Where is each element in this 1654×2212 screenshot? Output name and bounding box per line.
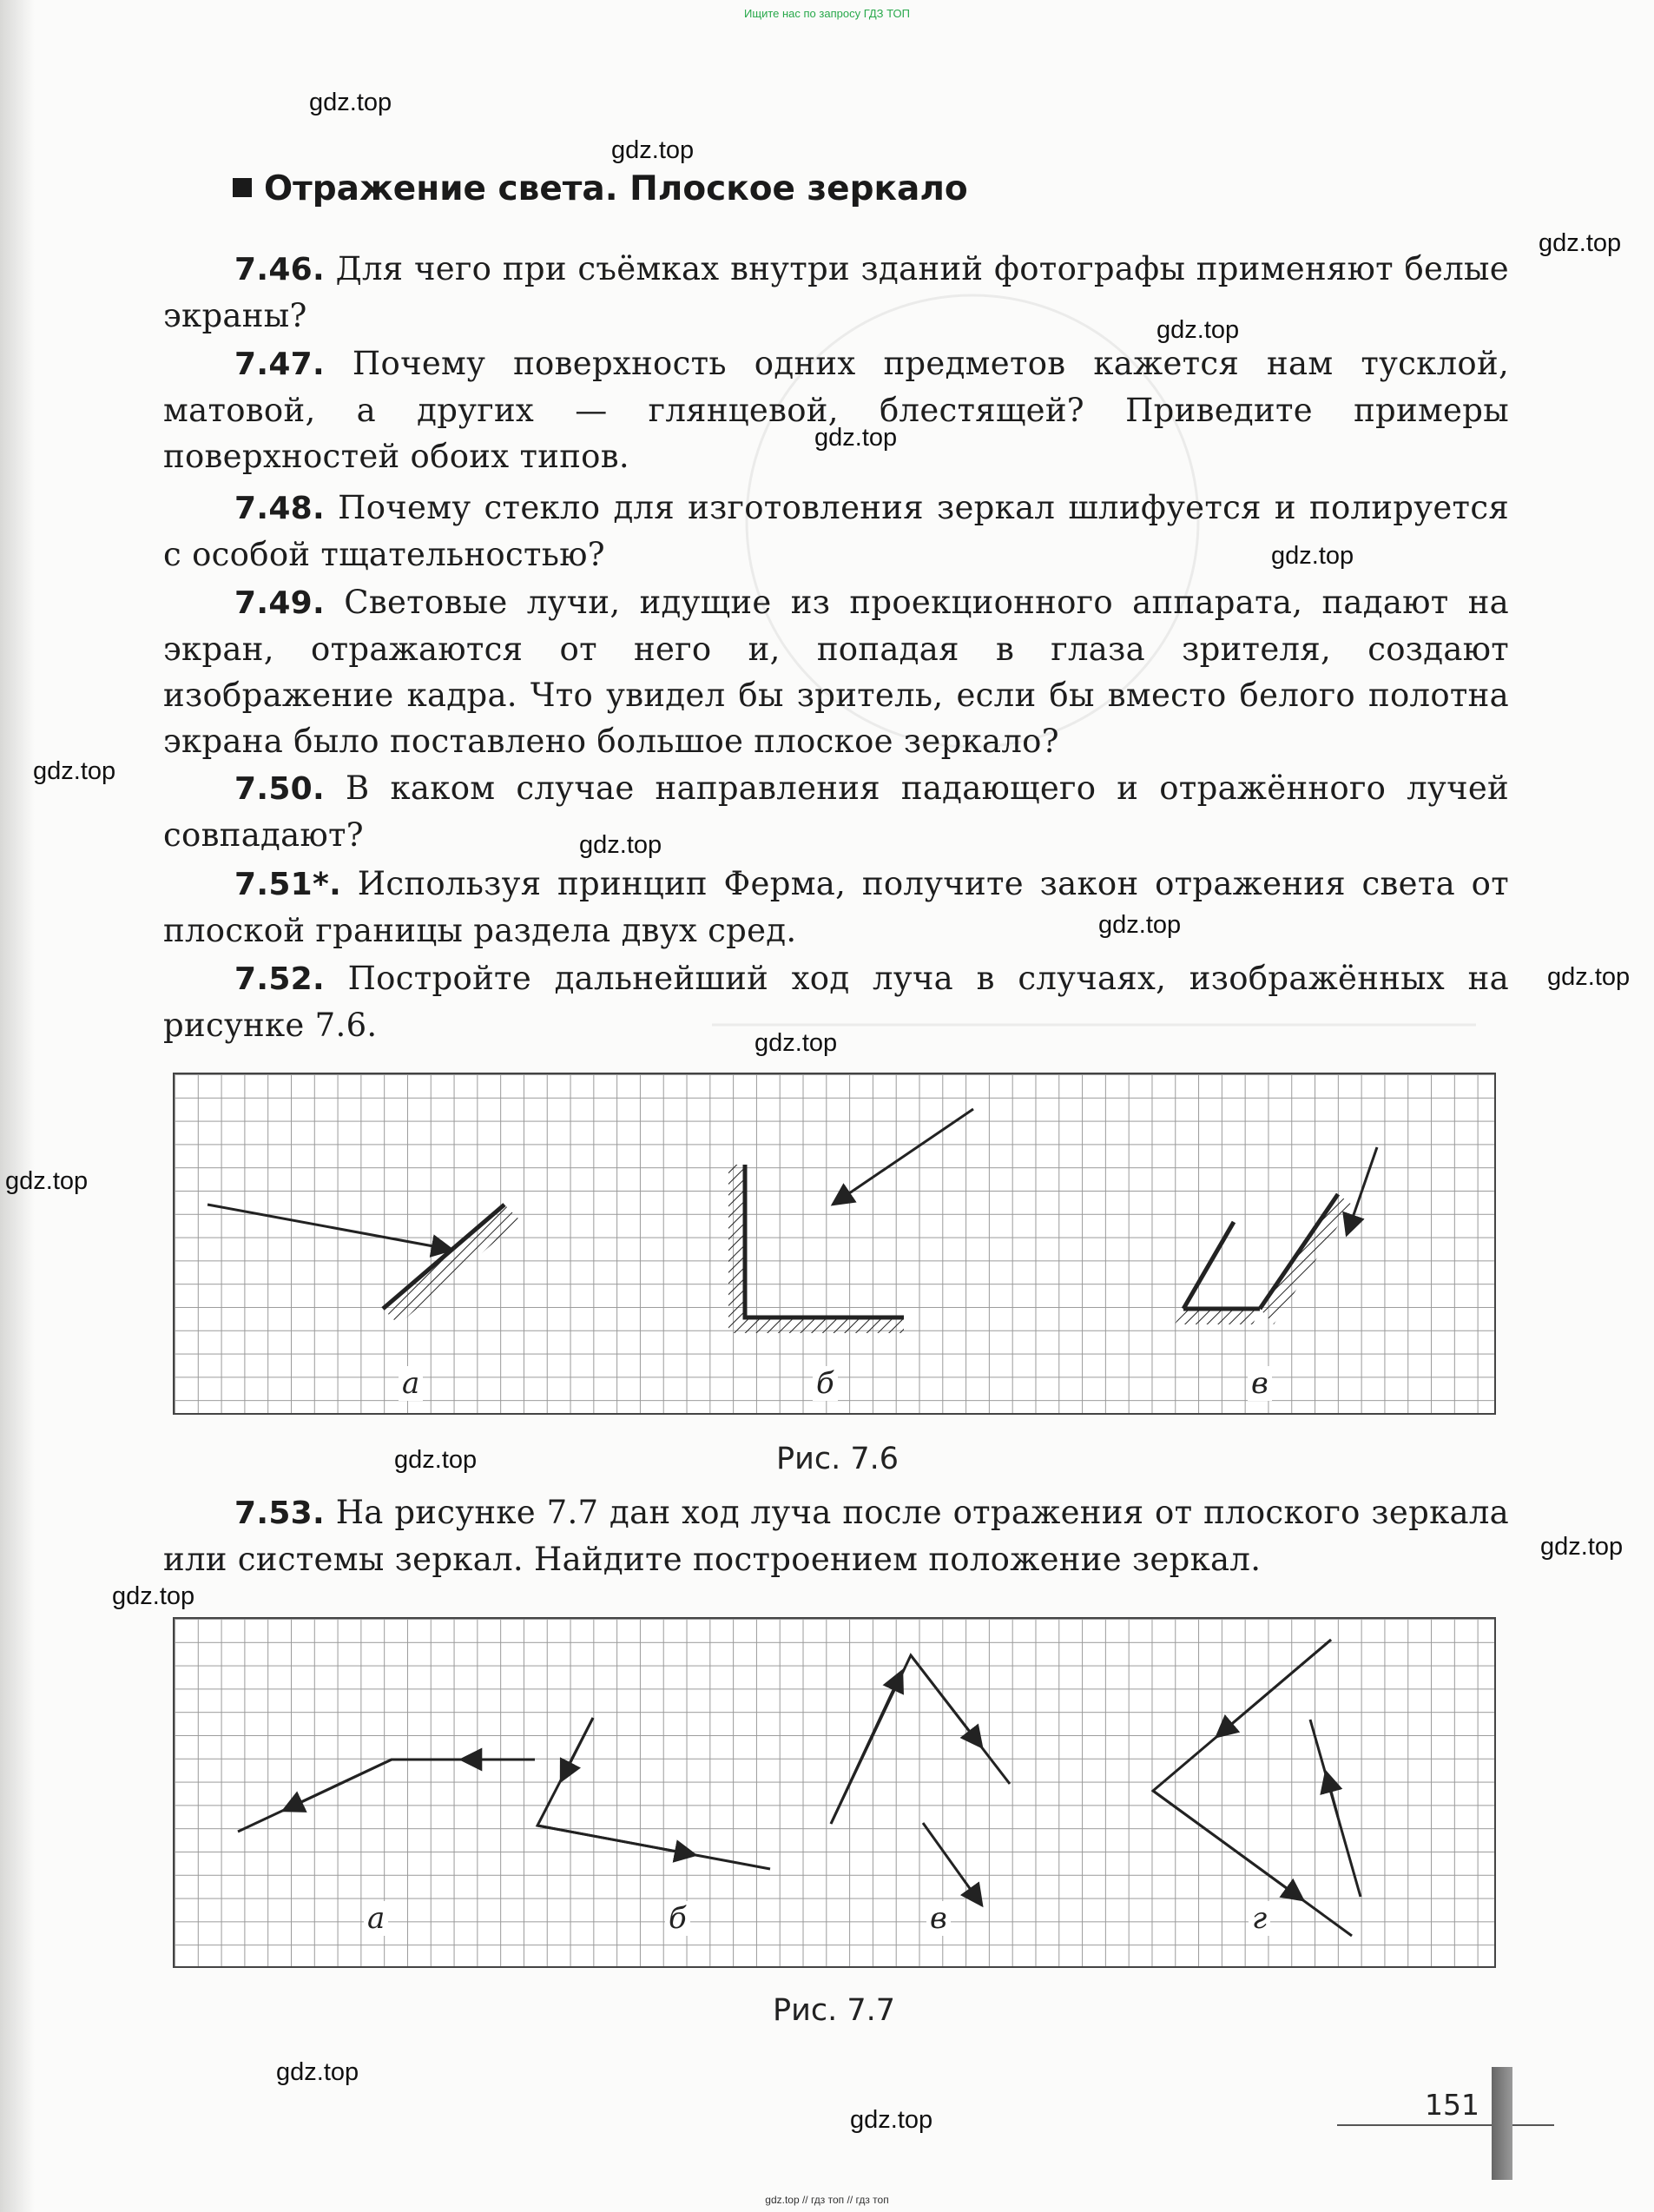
- problem-7-52: 7.52. Постройте дальнейший ход луча в случаях, изображённых на рисунке 7.6.: [163, 960, 1509, 1044]
- watermark: gdz.top: [1271, 542, 1354, 570]
- incident-ray: [208, 1205, 452, 1250]
- figure-7-6-b: [728, 1109, 973, 1333]
- watermark: gdz.top: [611, 136, 695, 164]
- figure-7-6-caption: Рис. 7.6: [776, 1442, 899, 1476]
- figure-7-6-drawing: [175, 1074, 1494, 1413]
- figure-7-7-grid: [173, 1617, 1496, 1968]
- watermark: gdz.top: [1098, 911, 1182, 939]
- figure-7-7-caption: Рис. 7.7: [773, 1993, 896, 2028]
- watermark: gdz.top: [850, 2106, 933, 2134]
- watermark: gdz.top: [112, 1582, 195, 1610]
- figure-7-6-a: [208, 1205, 520, 1324]
- page-edge-bar: [1492, 2067, 1512, 2180]
- watermark: gdz.top: [1539, 229, 1622, 257]
- watermark: gdz.top: [394, 1446, 478, 1474]
- page-number: 151: [1425, 2088, 1479, 2122]
- figure-label-a: а: [399, 1366, 423, 1401]
- watermark: gdz.top: [1547, 963, 1631, 991]
- figure-label-b: б: [665, 1901, 690, 1936]
- problem-7-46: 7.46. Для чего при съёмках внутри зданий фотографы применяют белые экраны?: [163, 250, 1509, 334]
- figure-7-7-a: [238, 1760, 535, 1832]
- watermark: gdz.top: [1540, 1533, 1624, 1561]
- incident-ray: [1347, 1147, 1377, 1235]
- bullet-square-icon: [233, 178, 252, 197]
- figure-7-6-c: [1175, 1147, 1377, 1324]
- watermark: gdz.top: [309, 89, 392, 116]
- figure-7-7-c: [831, 1655, 1010, 1905]
- section-title: Отражение света. Плоское зеркало: [233, 169, 968, 208]
- figure-label-c: в: [926, 1901, 951, 1936]
- figure-label-d: г: [1249, 1901, 1270, 1936]
- figure-7-7-d: [1153, 1640, 1361, 1936]
- watermark: gdz.top: [814, 424, 898, 452]
- top-banner: Ищите нас по запросу ГДЗ ТОП: [744, 7, 910, 20]
- problem-7-47: 7.47. Почему поверхность одних предметов кажется нам тусклой, матовой, а других — глянцевой, блестящей? Приведите примеры поверхностей обоих типов.: [163, 345, 1510, 475]
- watermark: gdz.top: [33, 757, 116, 785]
- watermark: gdz.top: [579, 831, 662, 859]
- bottom-banner: gdz.top // гдз топ // гдз топ: [765, 2194, 889, 2206]
- problem-7-49: 7.49. Световые лучи, идущие из проекционного аппарата, падают на экран, отражаются от него и, попадая в глаза зрителя, создают изображение кадра. Что увидел бы зритель, если бы вместо белого полотна экрана было поставлено большое плоское зеркало?: [163, 584, 1510, 760]
- problem-7-53: 7.53. На рисунке 7.7 дан ход луча после отражения от плоского зеркала или системы зеркал. Найдите построением положение зеркал.: [163, 1494, 1510, 1578]
- incident-ray: [833, 1109, 973, 1205]
- problem-7-51: 7.51*. Используя принцип Ферма, получите закон отражения света от плоской границы раздела двух сред.: [163, 865, 1509, 949]
- figure-7-6-grid: [173, 1073, 1496, 1415]
- problem-7-50: 7.50. В каком случае направления падающего и отражённого лучей совпадают?: [163, 769, 1510, 854]
- figure-label-a: а: [364, 1901, 388, 1936]
- page-number-rule: [1337, 2124, 1554, 2126]
- watermark: gdz.top: [5, 1167, 89, 1195]
- figure-7-7-b: [537, 1718, 770, 1869]
- problem-7-48: 7.48. Почему стекло для изготовления зеркал шлифуется и полируется с особой тщательностью?: [163, 489, 1509, 573]
- watermark: gdz.top: [276, 2058, 359, 2086]
- figure-label-b: б: [813, 1366, 838, 1401]
- watermark: gdz.top: [755, 1029, 838, 1057]
- figure-label-c: в: [1248, 1366, 1272, 1401]
- watermark: gdz.top: [1156, 316, 1240, 344]
- page-edge-shadow: [0, 0, 35, 2212]
